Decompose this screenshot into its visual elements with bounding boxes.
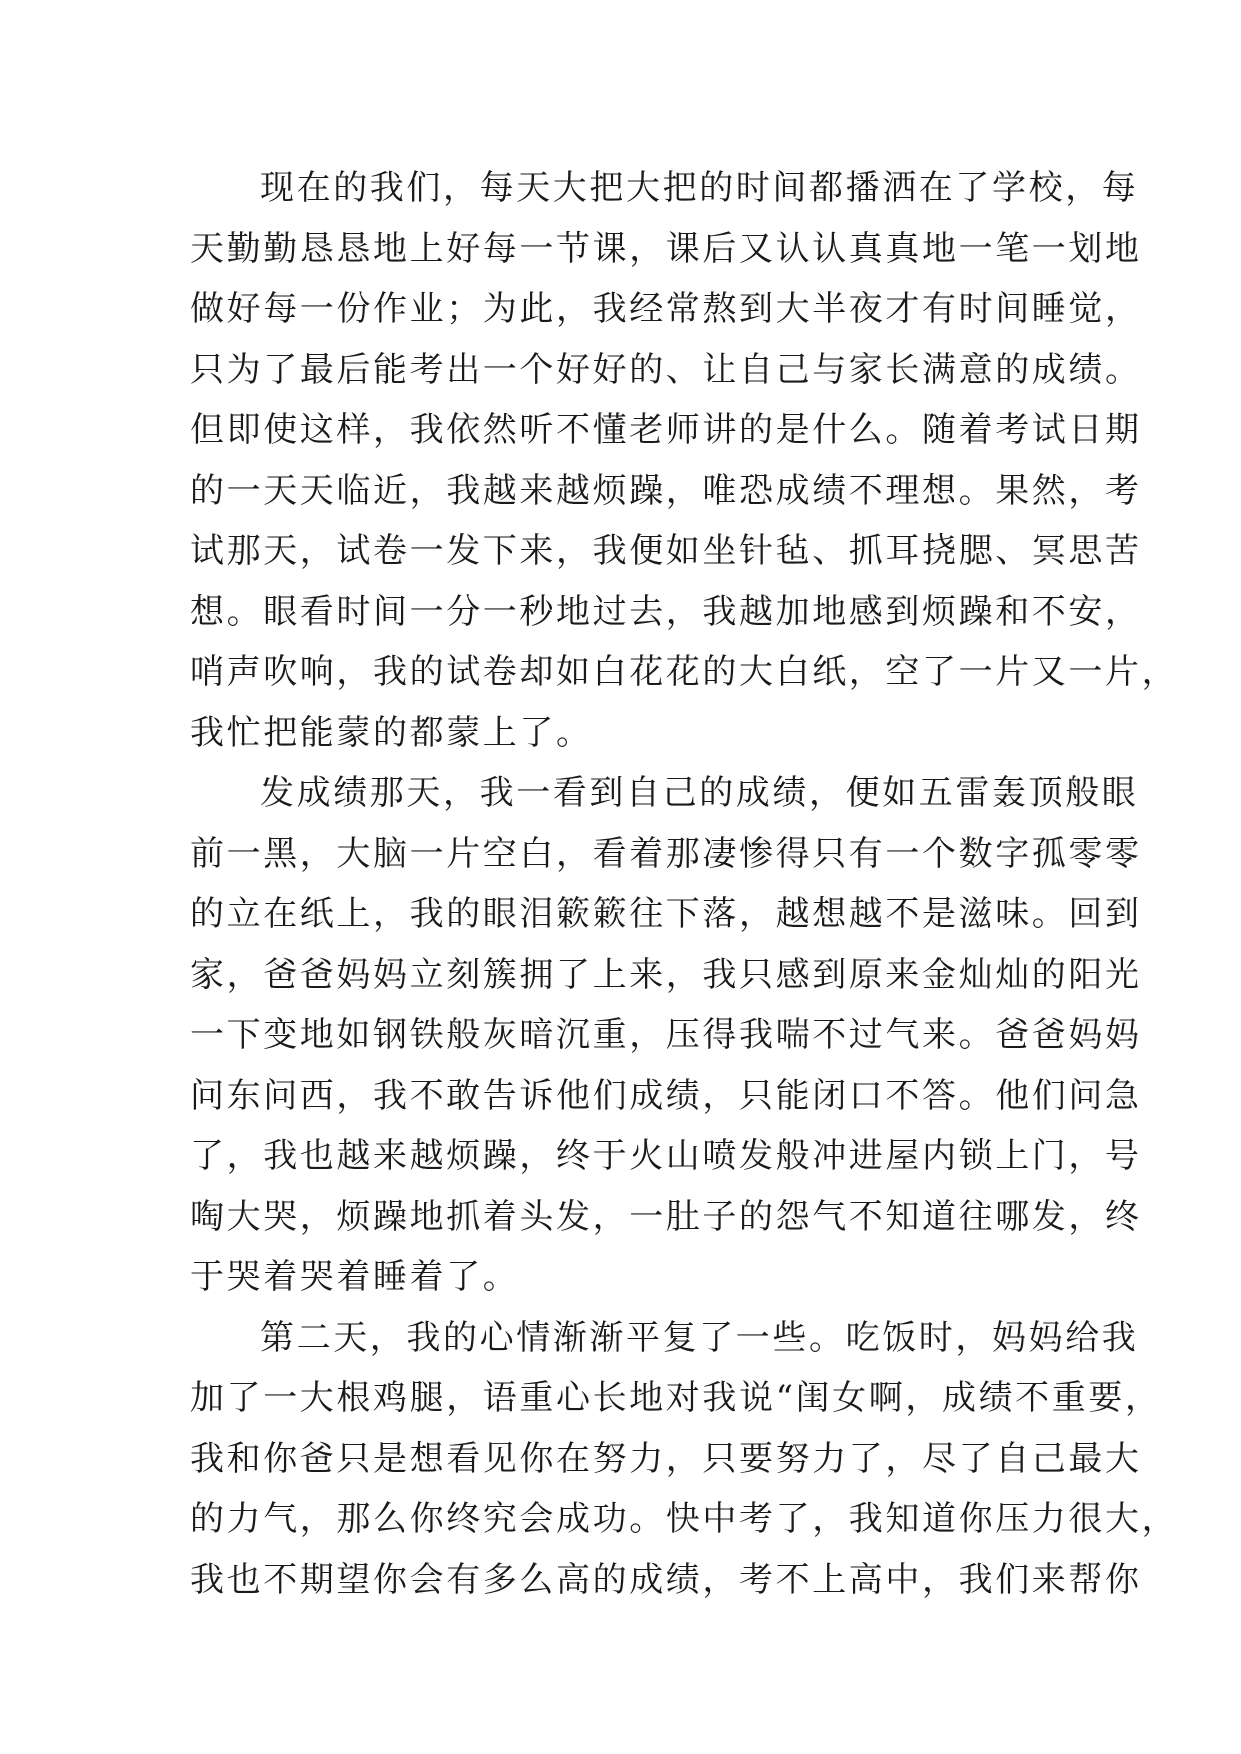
text-line: 的立在纸上，我的眼泪簌簌往下落，越想越不是滋味。回到	[190, 894, 1142, 934]
text-line: 加了一大根鸡腿，语重心长地对我说“闺女啊，成绩不重要，	[190, 1378, 1162, 1418]
text-line: 我忙把能蒙的都蒙上了。	[190, 712, 593, 753]
text-line: 一下变地如钢铁般灰暗沉重，压得我喘不过气来。爸爸妈妈	[190, 1015, 1142, 1055]
text-line: 想。眼看时间一分一秒地过去，我越加地感到烦躁和不安，	[190, 591, 1142, 632]
text-line: 现在的我们，每天大把大把的时间都播洒在了学校，每	[260, 168, 1139, 208]
text-line: 但即使这样，我依然听不懂老师讲的是什么。随着考试日期	[190, 410, 1142, 450]
document-body	[190, 158, 1179, 1610]
text-line: 前一黑，大脑一片空白，看着那凄惨得只有一个数字孤零零	[190, 833, 1142, 874]
text-line: 第二天，我的心情渐渐平复了一些。吃饭时，妈妈给我	[260, 1317, 1139, 1358]
text-line: 啕大哭，烦躁地抓着头发，一肚子的怨气不知道往哪发，终	[190, 1196, 1142, 1237]
text-line: 我也不期望你会有多么高的成绩，考不上高中，我们来帮你	[190, 1559, 1142, 1600]
text-line: 发成绩那天，我一看到自己的成绩，便如五雷轰顶般眼	[260, 773, 1139, 813]
text-line: 做好每一份作业；为此，我经常熬到大半夜才有时间睡觉，	[190, 289, 1142, 329]
text-line: 了，我也越来越烦躁，终于火山喷发般冲进屋内锁上门，号	[190, 1136, 1142, 1176]
text-line: 的一天天临近，我越来越烦躁，唯恐成绩不理想。果然，考	[190, 470, 1142, 511]
text-line: 我和你爸只是想看见你在努力，只要努力了，尽了自己最大	[190, 1438, 1142, 1479]
paragraph-2	[190, 763, 1142, 1308]
paragraph-1	[190, 158, 1179, 763]
text-line: 家，爸爸妈妈立刻簇拥了上来，我只感到原来金灿灿的阳光	[190, 954, 1142, 995]
text-line: 问东问西，我不敢告诉他们成绩，只能闭口不答。他们问急	[190, 1075, 1142, 1116]
text-line: 于哭着哭着睡着了。	[190, 1257, 520, 1297]
paragraph-3	[190, 1308, 1179, 1611]
text-line: 试那天，试卷一发下来，我便如坐针毡、抓耳挠腮、冥思苦	[190, 531, 1142, 571]
text-line: 天勤勤恳恳地上好每一节课，课后又认认真真地一笔一划地	[190, 228, 1142, 269]
text-line: 只为了最后能考出一个好好的、让自己与家长满意的成绩。	[190, 349, 1142, 390]
text-line: 的力气，那么你终究会成功。快中考了，我知道你压力很大，	[190, 1499, 1179, 1539]
text-line: 哨声吹响，我的试卷却如白花花的大白纸，空了一片又一片，	[190, 652, 1179, 692]
